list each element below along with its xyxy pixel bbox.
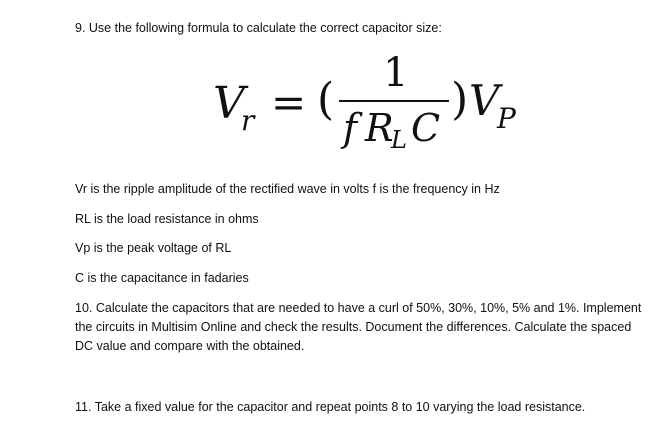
formula-open-paren: ( xyxy=(317,74,335,125)
question-9-text: 9. Use the following formula to calculate the correct capacitor size: xyxy=(75,21,442,35)
definition-vr-f: Vr is the ripple amplitude of the rectified wave in volts f is the frequency in Hz xyxy=(75,182,500,196)
definition-rl: RL is the load resistance in ohms xyxy=(75,212,259,226)
formula-denominator-r: R xyxy=(365,106,394,150)
formula-rhs-variable: V xyxy=(469,76,500,125)
formula-denominator-r-subscript: L xyxy=(391,126,407,154)
formula-fraction-bar xyxy=(339,100,449,102)
definition-c: C is the capacitance in fadaries xyxy=(75,271,249,285)
formula-lhs-subscript: r xyxy=(241,104,255,137)
formula-rhs-subscript: P xyxy=(497,102,516,135)
formula-numerator: 1 xyxy=(383,50,409,96)
question-10-text: 10. Calculate the capacitors that are needed to have a curl of 50%, 30%, 10%, 5% and 1%. Implement the circuits in Multisim Online and check the results. Document the differences. Calculate the spaced DC value and compare with the obtained. xyxy=(75,301,642,353)
capacitor-formula xyxy=(205,52,545,172)
formula-denominator-c: C xyxy=(411,106,441,150)
question-11-text: 11. Take a fixed value for the capacitor and repeat points 8 to 10 varying the load resistance. xyxy=(75,400,586,414)
formula-denominator-f: f xyxy=(343,106,358,150)
definition-vp: Vp is the peak voltage of RL xyxy=(75,241,232,255)
formula-close-paren: ) xyxy=(451,74,469,125)
formula-equals: = xyxy=(271,78,307,127)
formula-lhs-variable: V xyxy=(213,78,245,129)
